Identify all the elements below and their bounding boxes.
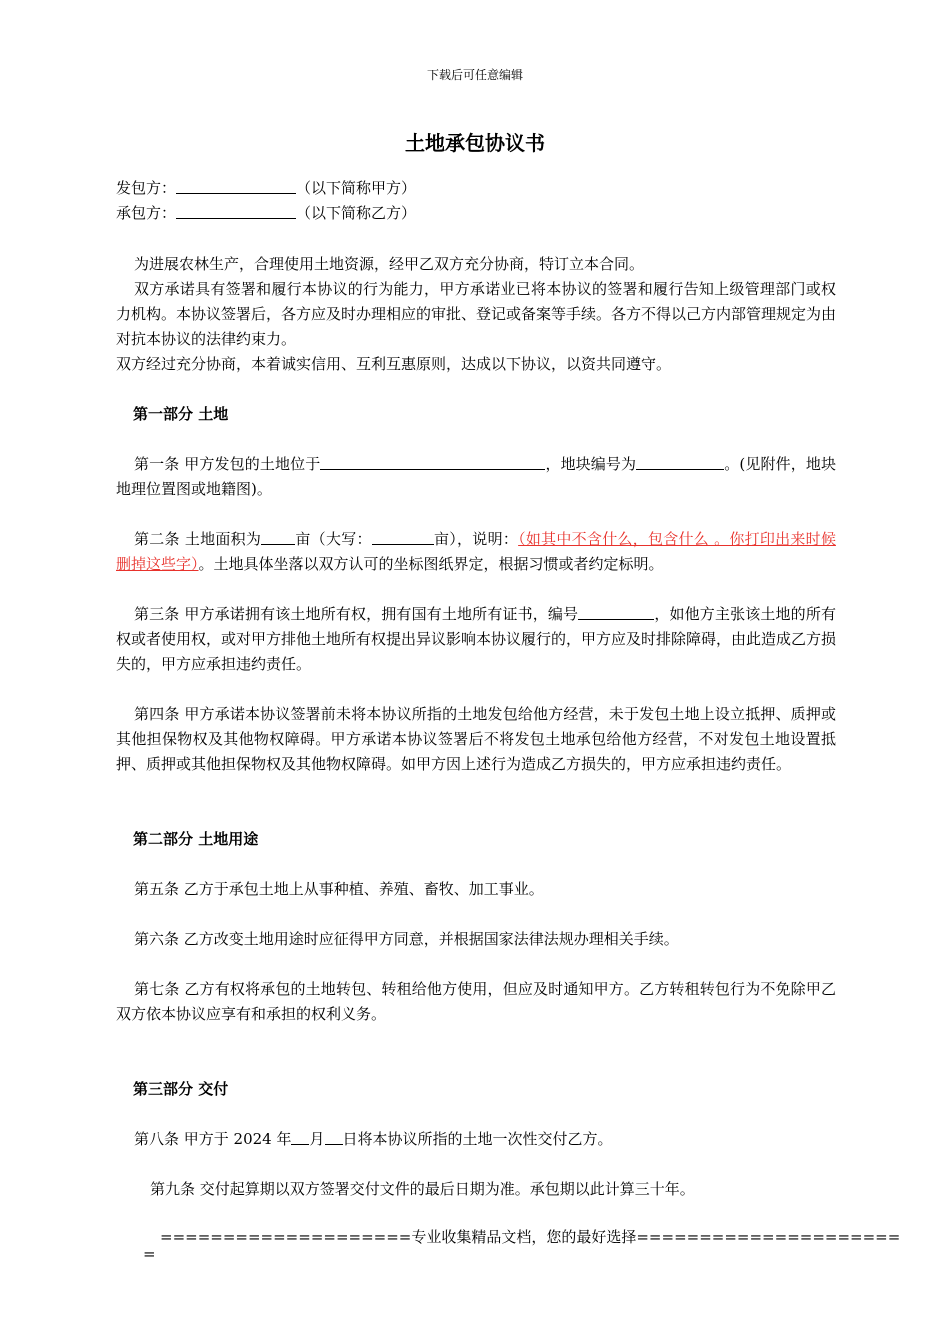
article-2-red-note: （如其中不含什么，包含什么 。你打印出来时候删掉这些字） [116, 530, 836, 573]
intro-paragraph-2: 双方承诺具有签署和履行本协议的行为能力，甲方承诺业已将本协议的签署和履行告知上级管理部门或权力机构。本协议签署后，各方应及时办理相应的审批、登记或备案等手续。各方不得以己方内部管理规定为由对抗本协议的法律约束力。 [116, 280, 837, 348]
party-a-line [116, 176, 836, 201]
article-1-text-a: 第一条 甲方发包的土地位于 [134, 455, 321, 473]
article-8-text-c: 日将本协议所指的土地一次性交付乙方。 [342, 1130, 613, 1148]
part3-heading: 第三部分 交付 [133, 1080, 229, 1098]
article-7: 第七条 乙方有权将承包的土地转包、转租给他方使用，但应及时通知甲方。乙方转租转包行为不免除甲乙双方依本协议应享有和承担的权利义务。 [116, 980, 836, 1023]
article-3-text-a: 第三条 甲方承诺拥有该土地所有权，拥有国有土地所有证书，编号 [134, 605, 579, 623]
party-b-blank[interactable] [176, 201, 296, 219]
article-2-text-b: 亩（大写： [295, 530, 372, 548]
article-1 [116, 452, 836, 502]
intro-paragraph-3: 双方经过充分协商，本着诚实信用、互利互惠原则，达成以下协议，以资共同遵守。 [116, 355, 672, 373]
article-8 [116, 1127, 836, 1152]
article-2 [116, 527, 836, 577]
article-3-text-b: ，如他方主张该土地的所有权或者使用权，或对甲方排他土地所有权提出异议影响本协议履行的，甲方应及时排除障碍，由此造成乙方损失的，甲方应承担违约责任。 [116, 605, 837, 673]
footer-banner: ====================专业收集精品文档，您的最好选择===================== [160, 1228, 901, 1246]
article-1-text-c: 。(见附件，地块地理位置图或地籍图)。 [116, 455, 836, 498]
article-6: 第六条 乙方改变土地用途时应征得甲方同意，并根据国家法律法规办理相关手续。 [134, 930, 679, 948]
article-2-text-d: 。土地具体坐落以双方认可的坐标图纸界定，根据习惯或者约定标明。 [198, 555, 664, 573]
month-blank[interactable] [291, 1127, 309, 1145]
document-title: 土地承包协议书 [405, 131, 545, 155]
land-location-blank[interactable] [320, 452, 545, 470]
article-5: 第五条 乙方于承包土地上从事种植、养殖、畜牧、加工事业。 [134, 880, 544, 898]
article-1-text-b: ，地块编号为 [545, 455, 637, 473]
part1-heading: 第一部分 土地 [133, 405, 229, 423]
party-b-label: 承包方： [116, 204, 177, 222]
article-2-text-a: 第二条 土地面积为 [134, 530, 262, 548]
certificate-number-blank[interactable] [578, 602, 654, 620]
area-uppercase-blank[interactable] [372, 527, 434, 545]
party-a-label: 发包方： [116, 179, 177, 197]
article-8-text-a: 第八条 甲方于 2024 年 [134, 1130, 292, 1148]
plot-number-blank[interactable] [636, 452, 724, 470]
party-b-suffix: （以下简称乙方） [296, 204, 417, 222]
page-header: 下载后可任意编辑 [426, 68, 523, 82]
day-blank[interactable] [325, 1127, 343, 1145]
article-9: 第九条 交付起算期以双方签署交付文件的最后日期为准。承包期以此计算三十年。 [150, 1180, 695, 1198]
article-4: 第四条 甲方承诺本协议签署前未将本协议所指的土地发包给他方经营，未于发包土地上设立抵押、质押或其他担保物权及其他物权障碍。甲方承诺本协议签署后不将发包土地承包给他方经营，不对发包土地设置抵押、质押或其他担保物权及其他物权障碍。如甲方因上述行为造成乙方损失的，甲方应承担违约责任。 [116, 705, 836, 773]
party-a-blank[interactable] [176, 176, 296, 194]
party-a-suffix: （以下简称甲方） [296, 179, 417, 197]
footer-tail: = [143, 1245, 156, 1263]
article-8-text-b: 月 [309, 1130, 325, 1148]
party-b-line [116, 201, 836, 226]
intro-paragraph-1: 为进展农林生产，合理使用土地资源，经甲乙双方充分协商，特订立本合同。 [134, 255, 645, 273]
part2-heading: 第二部分 土地用途 [133, 830, 259, 848]
article-2-text-c: 亩），说明： [433, 530, 519, 548]
article-3 [116, 602, 836, 677]
area-blank[interactable] [261, 527, 295, 545]
